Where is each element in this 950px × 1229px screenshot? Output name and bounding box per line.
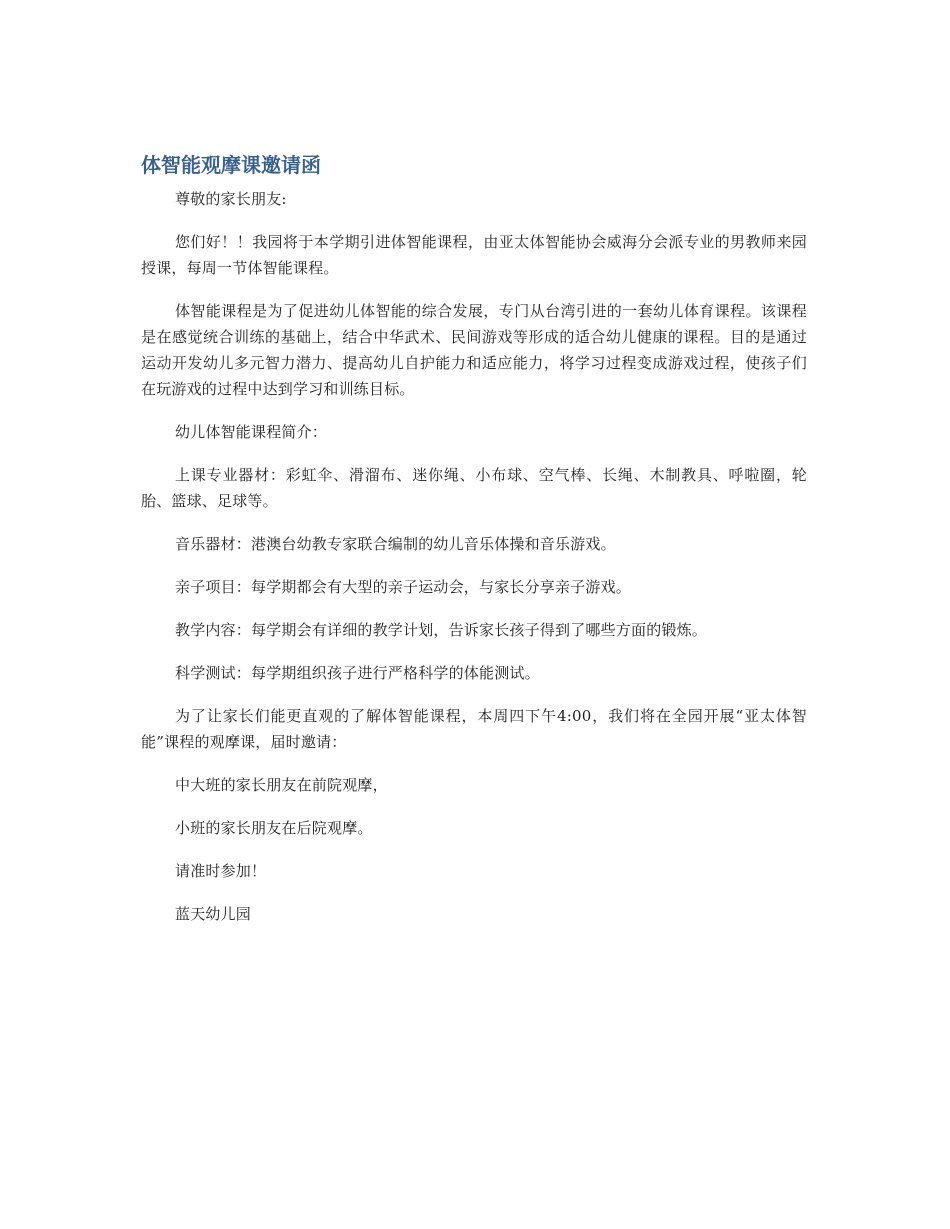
invitation-paragraph: 为了让家长们能更直观的了解体智能课程，本周四下午4:00，我们将在全园开展“亚太体智能”课程的观摩课，届时邀请： <box>141 707 807 751</box>
attend-on-time-paragraph: 请准时参加！ <box>175 862 267 880</box>
junior-class-paragraph: 小班的家长朋友在后院观摩。 <box>175 819 373 837</box>
document-title: 体智能观摩课邀请函 <box>141 153 321 177</box>
music-equipment-paragraph: 音乐器材：港澳台幼教专家联合编制的幼儿音乐体操和音乐游戏。 <box>175 535 616 553</box>
intro-paragraph: 您们好！！我园将于本学期引进体智能课程，由亚太体智能协会威海分会派专业的男教师来园授课，每周一节体智能课程。 <box>141 233 807 277</box>
teaching-content-paragraph: 教学内容：每学期会有详细的教学计划，告诉家长孩子得到了哪些方面的锻炼。 <box>175 621 708 639</box>
document-page <box>141 150 807 944</box>
greeting-paragraph: 尊敬的家长朋友: <box>175 190 287 208</box>
equipment-paragraph: 上课专业器材：彩虹伞、滑溜布、迷你绳、小布球、空气棒、长绳、木制教具、呼啦圈，轮胎、篮球、足球等。 <box>141 466 807 510</box>
senior-class-paragraph: 中大班的家长朋友在前院观摩， <box>175 776 388 794</box>
course-description-paragraph: 体智能课程是为了促进幼儿体智能的综合发展，专门从台湾引进的一套幼儿体育课程。该课程是在感觉统合训练的基础上，结合中华武术、民间游戏等形成的适合幼儿健康的课程。目的是通过运动开发幼儿多元智力潜力、提高幼儿自护能力和适应能力，将学习过程变成游戏过程，使孩子们在玩游戏的过程中达到学习和训练目标。 <box>141 302 807 398</box>
course-intro-heading: 幼儿体智能课程简介： <box>175 423 328 441</box>
scientific-test-paragraph: 科学测试：每学期组织孩子进行严格科学的体能测试。 <box>175 664 540 682</box>
parent-child-paragraph: 亲子项目：每学期都会有大型的亲子运动会，与家长分享亲子游戏。 <box>175 578 632 596</box>
signature-paragraph: 蓝天幼儿园 <box>175 905 252 923</box>
